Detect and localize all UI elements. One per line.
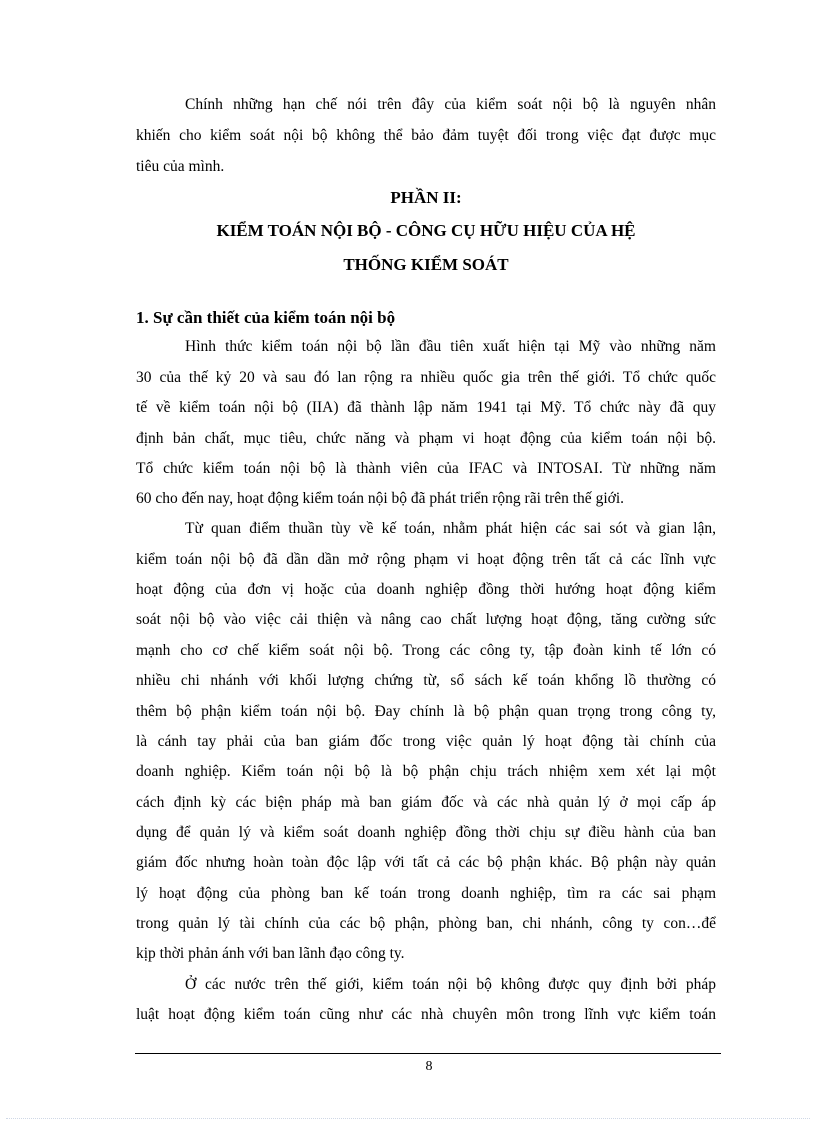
footer-rule <box>135 1053 721 1054</box>
para2-line: mạnh cho cơ chế kiểm soát nội bộ. Trong các công ty, tập đoàn kinh tế lớn có <box>136 642 716 659</box>
para1-line: 60 cho đến nay, hoạt động kiểm toán nội bộ đã phát triển rộng rãi trên thế giới. <box>136 490 625 507</box>
part-title: PHẦN II: <box>390 188 462 207</box>
para2-line: là cánh tay phải của ban giám đốc trong việc quản lý hoạt động tài chính của <box>136 733 716 750</box>
para2-line: lý hoạt động của phòng ban kế toán trong doanh nghiệp, tìm ra các sai phạm <box>136 885 716 902</box>
para2-line: Từ quan điểm thuần tùy về kế toán, nhằm phát hiện các sai sót và gian lận, <box>185 520 716 537</box>
para2-line: cách định kỳ các biện pháp mà ban giám đốc và các nhà quản lý ở mọi cấp áp <box>136 794 716 811</box>
para1-line: định bản chất, mục tiêu, chức năng và phạm vi hoạt động của kiểm toán nội bộ. <box>136 430 716 447</box>
para2-line: trong quản lý tài chính của các bộ phận, phòng ban, chi nhánh, công ty con…để <box>136 915 716 932</box>
para1-line: tế về kiểm toán nội bộ (IIA) đã thành lập năm 1941 tại Mỹ. Tổ chức này đã quy <box>136 399 716 416</box>
para1-line: Hình thức kiểm toán nội bộ lần đầu tiên xuất hiện tại Mỹ vào những năm <box>185 338 716 355</box>
para1-line: Tổ chức kiểm toán nội bộ là thành viên của IFAC và INTOSAI. Từ những năm <box>136 460 716 477</box>
para2-line: thêm bộ phận kiểm toán nội bộ. Đay chính là bộ phận quan trọng trong công ty, <box>136 703 716 720</box>
para1-line: 30 của thế kỷ 20 và sau đó lan rộng ra nhiều quốc gia trên thế giới. Tổ chức quốc <box>136 369 716 386</box>
para2-line: dụng để quản lý và kiểm soát doanh nghiệp đồng thời chịu sự điều hành của ban <box>136 824 716 841</box>
para2-line: nhiều chi nhánh với khối lượng chứng từ, sổ sách kế toán khổng lồ thường có <box>136 672 716 689</box>
para2-line: soát nội bộ vào việc cải thiện và nâng cao chất lượng hoạt động, tăng cường sức <box>136 611 716 628</box>
para2-line: kiểm toán nội bộ đã dần dần mở rộng phạm vi hoạt động trên tất cả các lĩnh vực <box>136 551 716 568</box>
intro-line-1: Chính những hạn chế nói trên đây của kiểm soát nội bộ là nguyên nhân <box>185 96 716 113</box>
intro-line-2: khiến cho kiểm soát nội bộ không thể bảo đảm tuyệt đối trong việc đạt được mục <box>136 127 716 144</box>
para3-line: luật hoạt động kiểm toán cũng như các nhà chuyên môn trong lĩnh vực kiểm toán <box>136 1006 716 1023</box>
para2-line: giám đốc nhưng hoàn toàn độc lập với tất cả các bộ phận khác. Bộ phận này quản <box>136 854 716 871</box>
part-subtitle-line-1: KIỂM TOÁN NỘI BỘ - CÔNG CỤ HỮU HIỆU CỦA HỆ <box>216 221 636 240</box>
para3-line: Ở các nước trên thế giới, kiểm toán nội bộ không được quy định bởi pháp <box>185 976 716 993</box>
para2-line: hoạt động của đơn vị hoặc của doanh nghiệp đồng thời hướng hoạt động kiểm <box>136 581 716 598</box>
part-subtitle-line-2: THỐNG KIỂM SOÁT <box>343 255 509 274</box>
page-number: 8 <box>425 1059 433 1074</box>
para2-line: kịp thời phản ánh với ban lãnh đạo công ty. <box>136 945 405 962</box>
section-title: 1. Sự cần thiết của kiểm toán nội bộ <box>136 308 396 327</box>
page-bottom-border <box>6 1118 810 1119</box>
para2-line: doanh nghiệp. Kiểm toán nội bộ là bộ phận chịu trách nhiệm xem xét lại một <box>136 763 716 780</box>
intro-line-3: tiêu của mình. <box>136 158 225 175</box>
